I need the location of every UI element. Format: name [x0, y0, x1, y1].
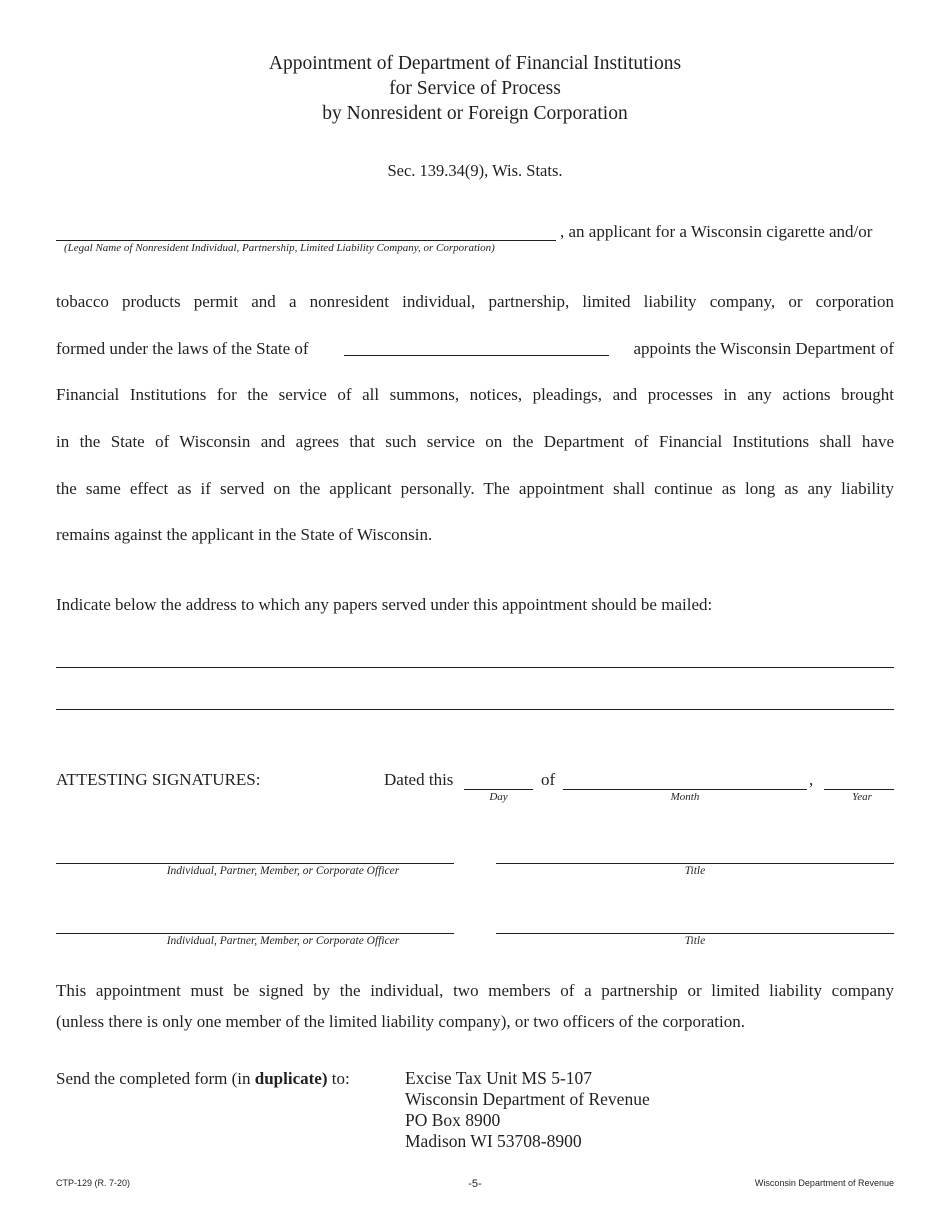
page-number: -5-: [468, 1178, 482, 1190]
month-caption: Month: [670, 791, 700, 803]
paragraph-line-6: remains against the applicant in the State of Wisconsin.: [56, 525, 433, 544]
send-suffix: to:: [327, 1069, 350, 1088]
footer-agency: Wisconsin Department of Revenue: [754, 1178, 894, 1188]
statute-reference: Sec. 139.34(9), Wis. Stats.: [387, 161, 563, 180]
signature-line-1[interactable]: [56, 863, 454, 864]
day-caption: Day: [489, 791, 508, 803]
address-line-4: Madison WI 53708-8900: [405, 1131, 582, 1151]
form-title-line-2: for Service of Process: [389, 78, 561, 99]
form-number: CTP-129 (R. 7-20): [56, 1178, 131, 1188]
send-duplicate-emphasis: duplicate): [254, 1069, 328, 1088]
signature-line-2[interactable]: [56, 933, 454, 934]
paragraph-line-4: in the State of Wisconsin and agrees that such service on the Department of Financial Institutions shall have: [56, 432, 894, 451]
form-title-line-1: Appointment of Department of Financial Institutions: [268, 53, 682, 74]
send-prefix: Send the completed form (in: [56, 1069, 255, 1088]
address-instruction: Indicate below the address to which any papers served under this appointment should be mailed:: [56, 595, 713, 614]
attesting-signatures-heading: ATTESTING SIGNATURES:: [56, 770, 261, 789]
mailing-address-line-1[interactable]: [56, 667, 894, 668]
legal-name-caption: (Legal Name of Nonresident Individual, Partnership, Limited Liability Company, or Corporation): [64, 242, 495, 254]
title-caption-2: Title: [684, 935, 706, 947]
address-line-2: Wisconsin Department of Revenue: [405, 1089, 650, 1109]
day-field[interactable]: [464, 789, 533, 790]
signing-note-line-2: (unless there is only one member of the limited liability company), or two officers of the corporation.: [56, 1012, 745, 1031]
legal-name-field[interactable]: [56, 240, 556, 241]
state-of-formation-field[interactable]: [344, 355, 609, 356]
title-line-2[interactable]: [496, 933, 894, 934]
year-field[interactable]: [824, 789, 894, 790]
signing-note-line-1: This appointment must be signed by the individual, two members of a partnership or limited liability company: [56, 981, 894, 1000]
mailing-address-block: [405, 1068, 650, 1152]
address-line-1: Excise Tax Unit MS 5-107: [405, 1068, 593, 1088]
paragraph-line-2-prefix: formed under the laws of the State of: [56, 339, 309, 358]
title-caption-1: Title: [684, 865, 706, 877]
of-label: of: [541, 770, 556, 789]
paragraph-line-3: Financial Institutions for the service of all summons, notices, pleadings, and processes in any actions brought: [56, 385, 894, 404]
title-line-1[interactable]: [496, 863, 894, 864]
dated-this-label: Dated this: [384, 770, 454, 789]
year-caption: Year: [852, 791, 872, 803]
month-field[interactable]: [563, 789, 807, 790]
paragraph-line-5: the same effect as if served on the applicant personally. The appointment shall continue as long as any liability: [56, 479, 894, 498]
applicant-suffix-text: , an applicant for a Wisconsin cigarette and/or: [560, 222, 873, 241]
signer-caption-1: Individual, Partner, Member, or Corporate Officer: [166, 865, 400, 877]
send-instruction: [56, 1069, 350, 1089]
form-title-line-3: by Nonresident or Foreign Corporation: [322, 103, 628, 124]
paragraph-line-2-suffix: appoints the Wisconsin Department of: [633, 339, 894, 358]
address-line-3: PO Box 8900: [405, 1110, 501, 1130]
signer-caption-2: Individual, Partner, Member, or Corporate Officer: [166, 935, 400, 947]
paragraph-line-1: tobacco products permit and a nonresident individual, partnership, limited liability company, or corporation: [56, 292, 894, 311]
date-comma: ,: [809, 770, 814, 789]
mailing-address-line-2[interactable]: [56, 709, 894, 710]
